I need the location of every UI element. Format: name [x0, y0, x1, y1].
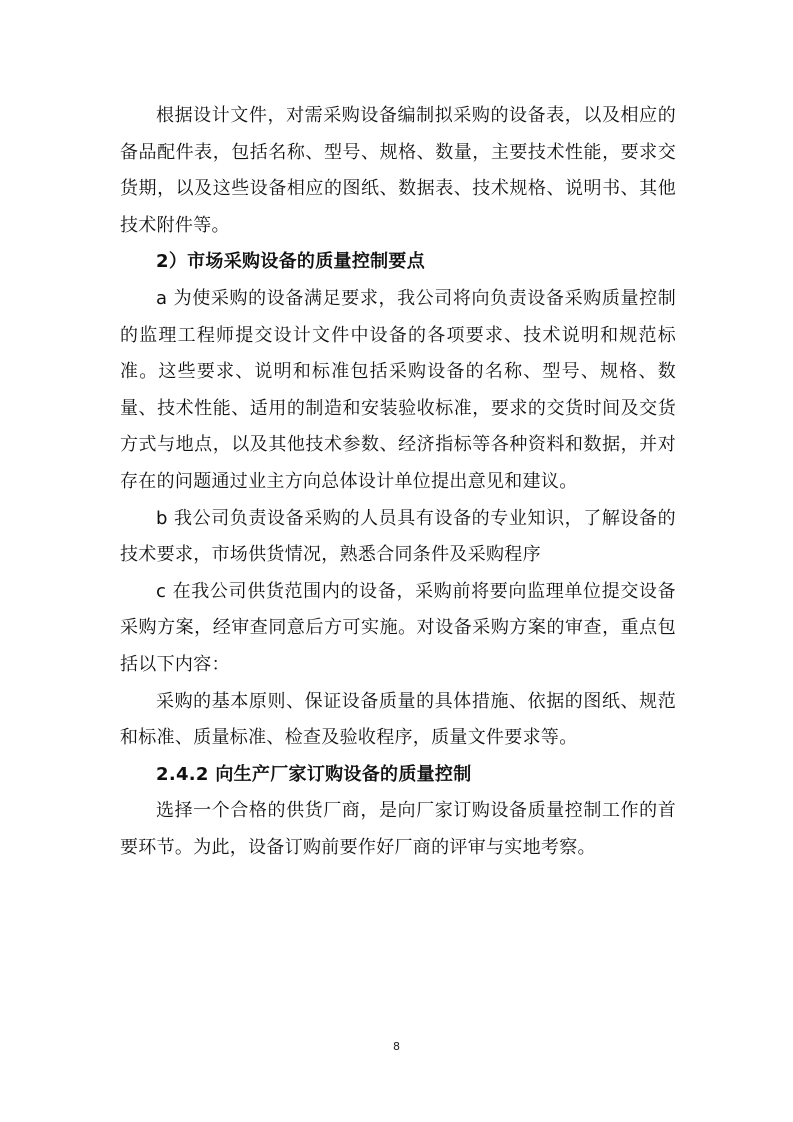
document-body: [120, 98, 676, 866]
paragraph-review-content: 采购的基本原则、保证设备质量的具体措施、依据的图纸、规范和标准、质量标准、检查及验收程序，质量文件要求等。: [120, 690, 676, 749]
paragraph-equipment-list: 根据设计文件，对需采购设备编制拟采购的设备表，以及相应的备品配件表，包括名称、型号、规格、数量，主要技术性能，要求交货期，以及这些设备相应的图纸、数据表、技术规格、说明书、其他技术附件等。: [120, 105, 676, 236]
paragraph-point-b: b 我公司负责设备采购的人员具有设备的专业知识，了解设备的技术要求，市场供货情况，熟悉合同条件及采购程序: [120, 507, 676, 566]
heading-market-procurement: 2）市场采购设备的质量控制要点: [156, 251, 426, 273]
paragraph-point-a: a 为使采购的设备满足要求，我公司将向负责设备采购质量控制的监理工程师提交设计文件中设备的各项要求、技术说明和规范标准。这些要求、说明和标准包括采购设备的名称、型号、规格、数量、技术性能、适用的制造和安装验收标准，要求的交货时间及交货方式与地点，以及其他技术参数、经济指标等各种资料和数据，并对存在的问题通过业主方向总体设计单位提出意见和建议。: [120, 287, 676, 492]
paragraph-point-c: c 在我公司供货范围内的设备，采购前将要向监理单位提交设备采购方案，经审查同意后方可实施。对设备采购方案的审查，重点包括以下内容：: [120, 580, 676, 675]
page-number: 8: [393, 1040, 400, 1053]
heading-section-2-4-2: 2.4.2 向生产厂家订购设备的质量控制: [156, 763, 472, 785]
paragraph-supplier-selection: 选择一个合格的供货厂商，是向厂家订购设备质量控制工作的首要环节。为此，设备订购前要作好厂商的评审与实地考察。: [120, 800, 676, 858]
